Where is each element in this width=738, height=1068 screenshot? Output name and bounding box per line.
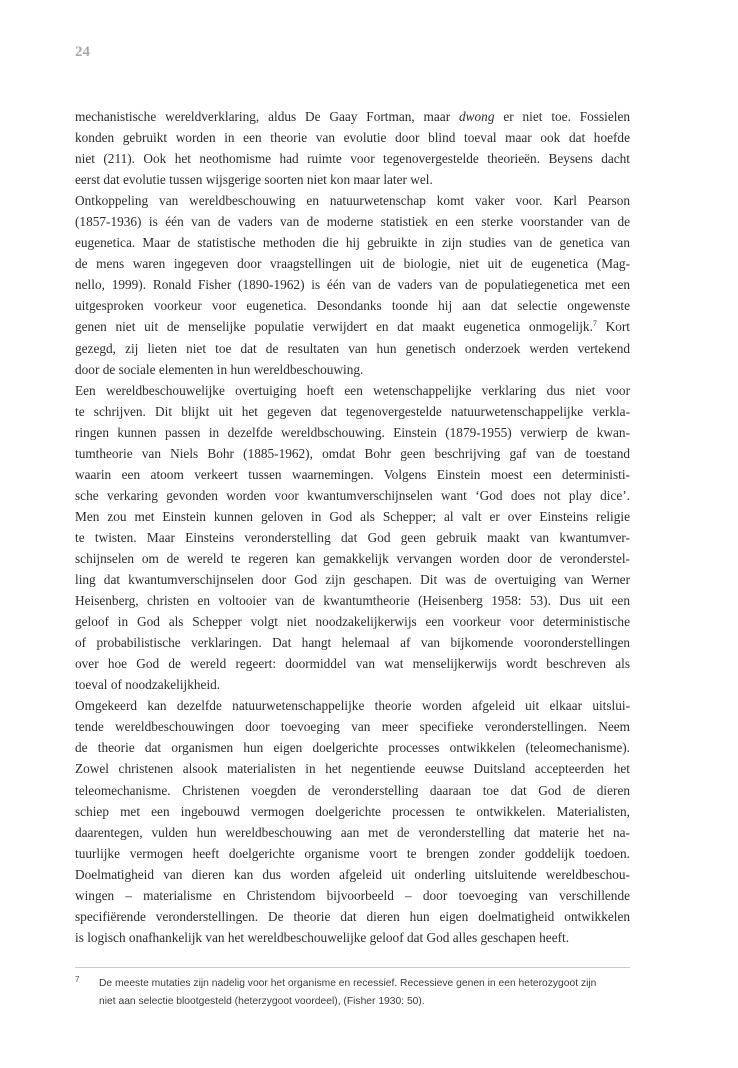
text-run: tende wereldbeschouwingen door toevoeging van meer specifieke veronderstellingen. Neem (75, 719, 630, 735)
text-line (75, 758, 630, 779)
text-line (75, 906, 630, 927)
text-line (75, 737, 630, 758)
text-line (75, 506, 630, 527)
text-line (75, 359, 630, 380)
text-run: konden gebruikt worden in een theorie van evolutie door blind toeval maar ook dat hoefde (75, 130, 630, 146)
paragraph (75, 380, 630, 696)
text-run: niet (211). Ook het neothomisme had ruimte voor tegenovergestelde theorieën. Beysens dacht (75, 151, 630, 167)
text-run: te schrijven. Dit blijkt uit het gegeven dat tegenovergestelde natuurwetenschappelijke verkla- (75, 403, 630, 419)
text-run: mechanistische wereldverklaring, aldus De Gaay Fortman, maar (75, 109, 459, 124)
text-run: over hoe God de wereld regeert: doormiddel van wat menselijkerwijs wordt beschreven als (75, 656, 630, 672)
paragraph (75, 695, 630, 948)
text-run: de mens waren ingegeven door vraagstellingen uit de biologie, niet uit de eugenetica (Mag- (75, 256, 630, 272)
text-line (75, 822, 630, 843)
text-line (75, 548, 630, 569)
text-run: door de sociale elementen in hun wereldbeschouwing. (75, 361, 364, 377)
text-line (75, 695, 630, 716)
text-line (75, 127, 630, 148)
text-line (75, 590, 630, 611)
footnote-marker: 7 (75, 975, 80, 984)
text-run: er niet toe. Fossielen (494, 109, 630, 124)
text-run: schijnselen om de wereld te regeren kan gemakkelijk vervangen worden door de veronderstel- (75, 550, 630, 566)
text-run: gezegd, zij lieten niet toe dat de resultaten van hun genetisch onderzoek werden vertekend (75, 340, 630, 356)
page-number: 24 (75, 44, 90, 60)
text-line (75, 485, 630, 506)
text-run: specifiërende veronderstellingen. De theorie dat dieren hun eigen doelmatigheid ontwikkelen (75, 908, 630, 924)
text-line (75, 380, 630, 401)
text-line (75, 316, 630, 337)
text-line (75, 295, 630, 316)
text-run: eugenetica. Maar de statistische methoden die hij gebruikte in zijn studies van de genetica van (75, 235, 630, 251)
text-line (75, 106, 630, 127)
footnotes (75, 975, 630, 1011)
footnote-divider (75, 967, 630, 968)
text-run: Een wereldbeschouwelijke overtuiging hoeft een wetenschappelijke verklaring dus niet voor (75, 382, 630, 398)
text-line (75, 464, 630, 485)
text-line (75, 274, 630, 295)
text-run: ling dat kwantumverschijnselen door God zijn geschapen. Dit was de overtuiging van Werner (75, 572, 630, 588)
text-run: genen niet uit de menselijke populatie verwijdert en dat maakt eugenetica onmogelijk. (75, 319, 593, 335)
footnote-line: niet aan selectie blootgesteld (heterzygoot voordeel), (Fisher 1930: 50). (99, 996, 425, 1007)
text-run: daarentegen, vulden hun wereldbeschouwing aan met de veronderstelling dat materie het na- (75, 824, 630, 840)
text-line (75, 843, 630, 864)
text-run: Doelmatigheid van dieren kan dus worden afgeleid uit onderling uitsluitende wereldbeschou- (75, 866, 630, 882)
text-line (75, 864, 630, 885)
footnote-line: De meeste mutaties zijn nadelig voor het organisme en recessief. Recessieve genen in een heterozygoot zijn (99, 978, 597, 989)
text-run: Heisenberg, christen en voltooier van de kwantumtheorie (Heisenberg 1958: 53). Dus uit een (75, 593, 630, 609)
text-line (75, 253, 630, 274)
text-run: is logisch onafhankelijk van het wereldbeschouwelijke geloof dat God alles geschapen heeft. (75, 929, 570, 945)
text-run: ringen kunnen passen in dezelfde wereldbschouwing. Einstein (1879-1955) verwierp de kwan- (75, 424, 630, 440)
text-line (75, 401, 630, 422)
text-line (75, 527, 630, 548)
text-run: Zowel christenen alsook materialisten in het negentiende eeuwse Duitsland accepteerden het (75, 761, 630, 777)
text-line (75, 801, 630, 822)
text-run: Men zou met Einstein kunnen geloven in God als Schepper; al valt er over Einsteins religie (75, 508, 630, 524)
text-run: de theorie dat organismen hun eigen doelgerichte processes ontwikkelen (teleomechanisme). (75, 740, 630, 756)
text-run: waarin een atoom verkeert tussen waarnemingen. Volgens Einstein moest een deterministi- (75, 466, 630, 482)
text-run: nello, 1999). Ronald Fisher (1890-1962) is één van de vaders van de populatiegenetica met een (75, 277, 630, 293)
text-line (75, 169, 630, 190)
text-run: Omgekeerd kan dezelfde natuurwetenschappelijke theorie worden afgeleid uit elkaar uitslui- (75, 698, 630, 714)
text-run: tumtheorie van Niels Bohr (1885-1962), omdat Bohr geen beschrijving gaf van de toestand (75, 445, 630, 461)
emphasis: dwong (459, 109, 495, 124)
footnote (75, 975, 630, 1011)
text-run: Kort (596, 319, 630, 335)
text-run: teleomechanisme. Christenen voegden de veronderstelling daaraan toe dat God de dieren (75, 782, 630, 798)
paragraph (75, 106, 630, 190)
text-line (75, 148, 630, 169)
text-run: te twisten. Maar Einsteins veronderstelling dat God geen gebruik maakt van kwantumver- (75, 529, 630, 545)
text-line (75, 422, 630, 443)
text-run: schiep met een ingebouwd vermogen doelgerichte processen te ontwikkelen. Materialisten, (75, 803, 630, 819)
body-text (75, 106, 630, 948)
text-run: toeval of noodzakelijkheid. (75, 677, 221, 693)
text-run: sche verkaring gevonden worden voor kwantumverschijnselen want ‘God does not play dice’. (75, 487, 630, 503)
text-line (75, 338, 630, 359)
text-run: (1857-1936) is één van de vaders van de moderne statistiek en een sterke voorstander van de (75, 214, 630, 230)
text-line (75, 780, 630, 801)
text-line (75, 443, 630, 464)
text-run: wingen – materialisme en Christendom bijvoorbeeld – door toevoeging van verschillende (75, 887, 630, 903)
footnote-reference: 7 (592, 319, 597, 329)
text-line (75, 653, 630, 674)
text-run: uitgesproken voorkeur voor eugenetica. Desondanks toonde hij aan dat selectie ongewenste (75, 298, 630, 314)
text-run: eerst dat evolutie tussen wijsgerige soorten niet kon maar later wel. (75, 172, 433, 188)
text-line (75, 569, 630, 590)
text-run: of probabilistische verklaringen. Dat hangt helemaal af van bijkomende vooronderstellingen (75, 635, 630, 651)
text-run: Ontkoppeling van wereldbeschouwing en natuurwetenschap komt vaker voor. Karl Pearson (75, 193, 630, 209)
text-run: geloof in God als Schepper volgt niet noodzakelijkerwijs een voorkeur voor deterministische (75, 614, 630, 630)
text-line (75, 611, 630, 632)
text-line (75, 716, 630, 737)
text-line (75, 885, 630, 906)
text-run: tuurlijke vermogen heeft doelgerichte organisme voort te brengen zonder goddelijk toedoen. (75, 845, 630, 861)
text-line (75, 232, 630, 253)
text-line (75, 211, 630, 232)
paragraph (75, 190, 630, 379)
text-line (75, 632, 630, 653)
text-line (75, 674, 630, 695)
text-line (75, 190, 630, 211)
text-line (75, 927, 630, 948)
